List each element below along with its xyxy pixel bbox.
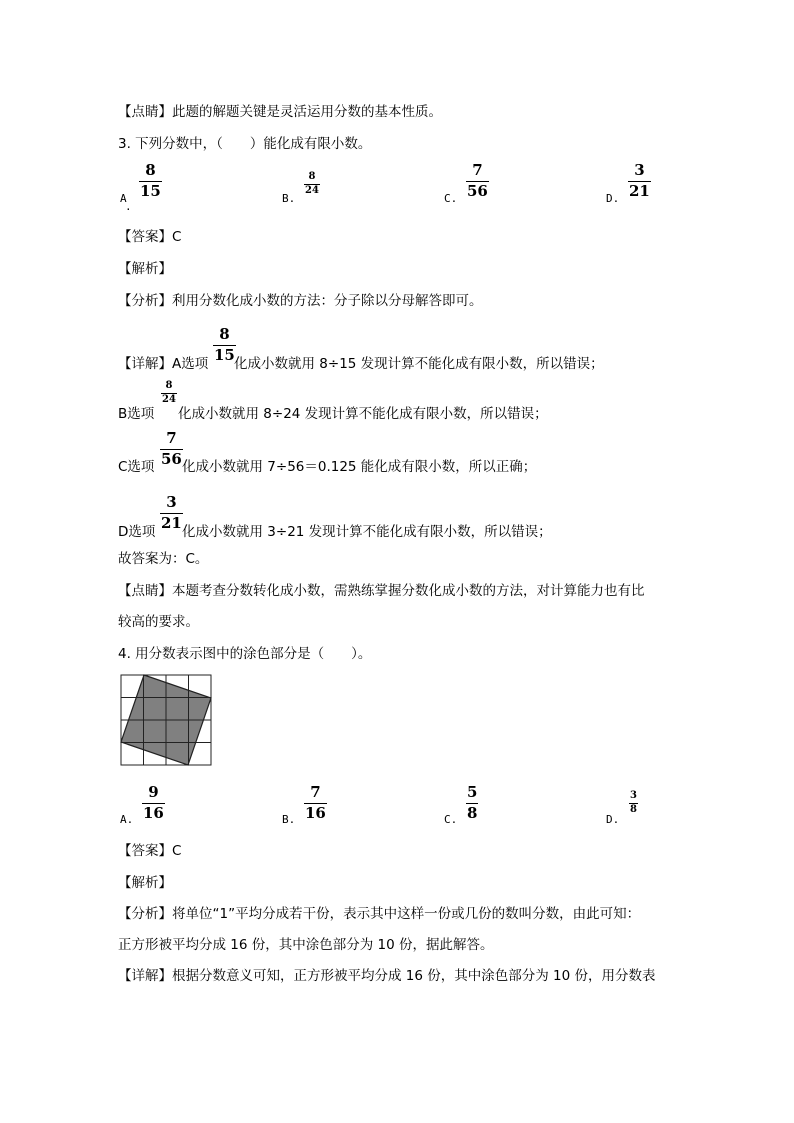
detail-text: 化成小数就用 3÷21 发现计算不能化成有限小数，所以错误；: [182, 524, 552, 540]
tip-q3-line1: 【点睛】本题考查分数转化成小数，需熟练掌握分数化成小数的方法，对计算能力也有比: [118, 583, 645, 599]
option-label: C.: [444, 192, 458, 205]
denominator: 21: [629, 182, 650, 201]
option-label: C.: [444, 813, 458, 826]
denominator: 16: [143, 804, 164, 823]
question-4-stem: 4. 用分数表示图中的涂色部分是（ ）。: [118, 646, 372, 662]
fraction: [304, 785, 327, 821]
fraction: [160, 495, 183, 531]
numerator: 8: [308, 171, 316, 182]
fraction: [628, 163, 651, 199]
detail-q4-line1: 【详解】根据分数意义可知，正方形被平均分成 16 份，其中涂色部分为 10 份，用分数表: [118, 968, 656, 984]
denominator: 24: [305, 185, 319, 197]
analysis-heading-q3: 【解析】: [118, 261, 172, 277]
analysis-heading-q4: 【解析】: [118, 875, 172, 891]
numerator: 7: [310, 783, 321, 801]
fraction: [466, 163, 489, 199]
analysis-q4-line1: 【分析】将单位“1”平均分成若干份，表示其中这样一份或几份的数叫分数，由此可知：: [118, 906, 641, 922]
denominator: 24: [162, 394, 176, 406]
detail-text: 化成小数就用 7÷56＝0.125 能化成有限小数，所以正确；: [182, 459, 537, 475]
detail-text: 化成小数就用 8÷15 发现计算不能化成有限小数，所以错误；: [234, 356, 604, 372]
fraction: [213, 327, 236, 363]
analysis-q3: 【分析】利用分数化成小数的方法：分子除以分母解答即可。: [118, 293, 483, 309]
fraction: [466, 785, 478, 821]
detail-prefix: D选项: [118, 524, 156, 540]
option-label: D.: [606, 192, 620, 205]
option-label: D.: [606, 813, 620, 826]
numerator: 3: [630, 790, 637, 801]
grid-figure: [118, 672, 216, 770]
denominator: 21: [161, 514, 182, 533]
detail-prefix: B选项: [118, 406, 155, 422]
denominator: 16: [305, 804, 326, 823]
question-3-stem: 3. 下列分数中，（ ）能化成有限小数。: [118, 136, 372, 152]
numerator: 8: [165, 380, 173, 391]
fraction: [142, 785, 165, 821]
option-label: B.: [282, 192, 296, 205]
fraction: [160, 431, 183, 467]
stray-dot: .: [125, 200, 132, 213]
numerator: 8: [145, 161, 156, 179]
numerator: 7: [472, 161, 483, 179]
fraction: [629, 791, 638, 815]
answer-q4: 【答案】C: [118, 843, 182, 859]
fraction: [139, 163, 162, 199]
tip-q3-line2: 较高的要求。: [118, 614, 199, 630]
denominator: 56: [467, 182, 488, 201]
option-label: A.: [120, 813, 134, 826]
numerator: 8: [219, 325, 230, 343]
numerator: 5: [467, 783, 478, 801]
conclusion-q3: 故答案为：C。: [118, 551, 209, 567]
option-label: A: [120, 192, 127, 205]
detail-prefix: 【详解】A选项: [118, 356, 209, 372]
analysis-q4-line2: 正方形被平均分成 16 份，其中涂色部分为 10 份，据此解答。: [118, 937, 494, 953]
denominator: 8: [630, 804, 637, 816]
numerator: 7: [166, 429, 177, 447]
denominator: 8: [467, 804, 478, 823]
fraction: [304, 172, 320, 196]
numerator: 3: [634, 161, 645, 179]
tip-q2: 【点睛】此题的解题关键是灵活运用分数的基本性质。: [118, 104, 442, 120]
fraction: [161, 381, 177, 405]
numerator: 3: [166, 493, 177, 511]
option-label: B.: [282, 813, 296, 826]
denominator: 15: [214, 346, 235, 365]
denominator: 56: [161, 450, 182, 469]
answer-q3: 【答案】C: [118, 229, 182, 245]
denominator: 15: [140, 182, 161, 201]
detail-prefix: C选项: [118, 459, 155, 475]
detail-text: 化成小数就用 8÷24 发现计算不能化成有限小数，所以错误；: [178, 406, 548, 422]
numerator: 9: [148, 783, 159, 801]
grid-lines: [121, 675, 211, 765]
